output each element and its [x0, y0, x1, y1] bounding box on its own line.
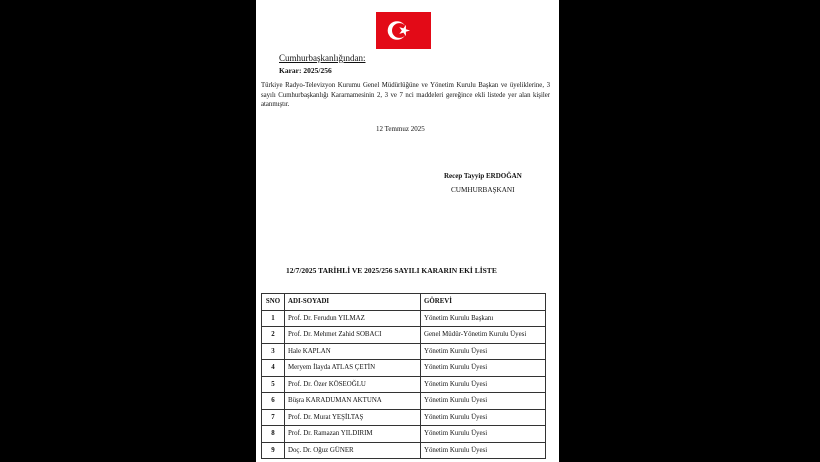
turkish-flag-icon — [376, 12, 431, 49]
table-row — [262, 360, 546, 377]
table-row — [262, 376, 546, 393]
column-header-name: ADI-SOYADI — [285, 294, 421, 311]
row-name: Prof. Dr. Ferudun YILMAZ — [285, 310, 421, 327]
row-sno: 7 — [262, 409, 285, 426]
row-sno: 3 — [262, 343, 285, 360]
table-row — [262, 310, 546, 327]
table-row — [262, 442, 546, 459]
row-sno: 8 — [262, 426, 285, 443]
row-role: Yönetim Kurulu Üyesi — [421, 360, 546, 377]
row-role: Yönetim Kurulu Üyesi — [421, 343, 546, 360]
row-name: Prof. Dr. Mehmet Zahid SOBACI — [285, 327, 421, 344]
appointee-table — [261, 293, 546, 459]
document-page — [256, 0, 559, 462]
row-sno: 2 — [262, 327, 285, 344]
table-row — [262, 409, 546, 426]
decision-number: Karar: 2025/256 — [279, 66, 332, 75]
signer-title: CUMHURBAŞKANI — [451, 186, 515, 194]
issuing-authority: Cumhurbaşkanlığından: — [279, 53, 366, 63]
row-role: Yönetim Kurulu Üyesi — [421, 442, 546, 459]
row-role: Yönetim Kurulu Üyesi — [421, 409, 546, 426]
signer-name: Recep Tayyip ERDOĞAN — [444, 172, 522, 180]
row-name: Doç. Dr. Oğuz GÜNER — [285, 442, 421, 459]
row-name: Meryem İlayda ATLAS ÇETİN — [285, 360, 421, 377]
table-row — [262, 426, 546, 443]
row-name: Büşra KARADUMAN AKTUNA — [285, 393, 421, 410]
row-sno: 4 — [262, 360, 285, 377]
row-name: Prof. Dr. Murat YEŞİLTAŞ — [285, 409, 421, 426]
row-sno: 5 — [262, 376, 285, 393]
row-name: Prof. Dr. Ramazan YILDIRIM — [285, 426, 421, 443]
table-header-row — [262, 294, 546, 311]
row-sno: 6 — [262, 393, 285, 410]
decision-date: 12 Temmuz 2025 — [376, 125, 425, 133]
annex-list-title: 12/7/2025 TARİHLİ VE 2025/256 SAYILI KARARIN EKİ LİSTE — [286, 266, 497, 275]
row-role: Genel Müdür-Yönetim Kurulu Üyesi — [421, 327, 546, 344]
column-header-sno: SNO — [262, 294, 285, 311]
row-role: Yönetim Kurulu Üyesi — [421, 426, 546, 443]
row-role: Yönetim Kurulu Üyesi — [421, 376, 546, 393]
row-role: Yönetim Kurulu Üyesi — [421, 393, 546, 410]
row-sno: 1 — [262, 310, 285, 327]
row-name: Prof. Dr. Özer KÖSEOĞLU — [285, 376, 421, 393]
table-row — [262, 343, 546, 360]
table-row — [262, 393, 546, 410]
row-sno: 9 — [262, 442, 285, 459]
table-row — [262, 327, 546, 344]
row-role: Yönetim Kurulu Başkanı — [421, 310, 546, 327]
decision-body: Türkiye Radyo-Televizyon Kurumu Genel Müdürlüğüne ve Yönetim Kurulu Başkan ve üyeliklerine, 3 sayılı Cumhurbaşkanlığı Kararnamesinin 2, 3 ve 7 nci maddeleri gereğince ekli listede yer alan kişiler atanmıştır. — [261, 82, 550, 109]
row-name: Hale KAPLAN — [285, 343, 421, 360]
column-header-role: GÖREVİ — [421, 294, 546, 311]
